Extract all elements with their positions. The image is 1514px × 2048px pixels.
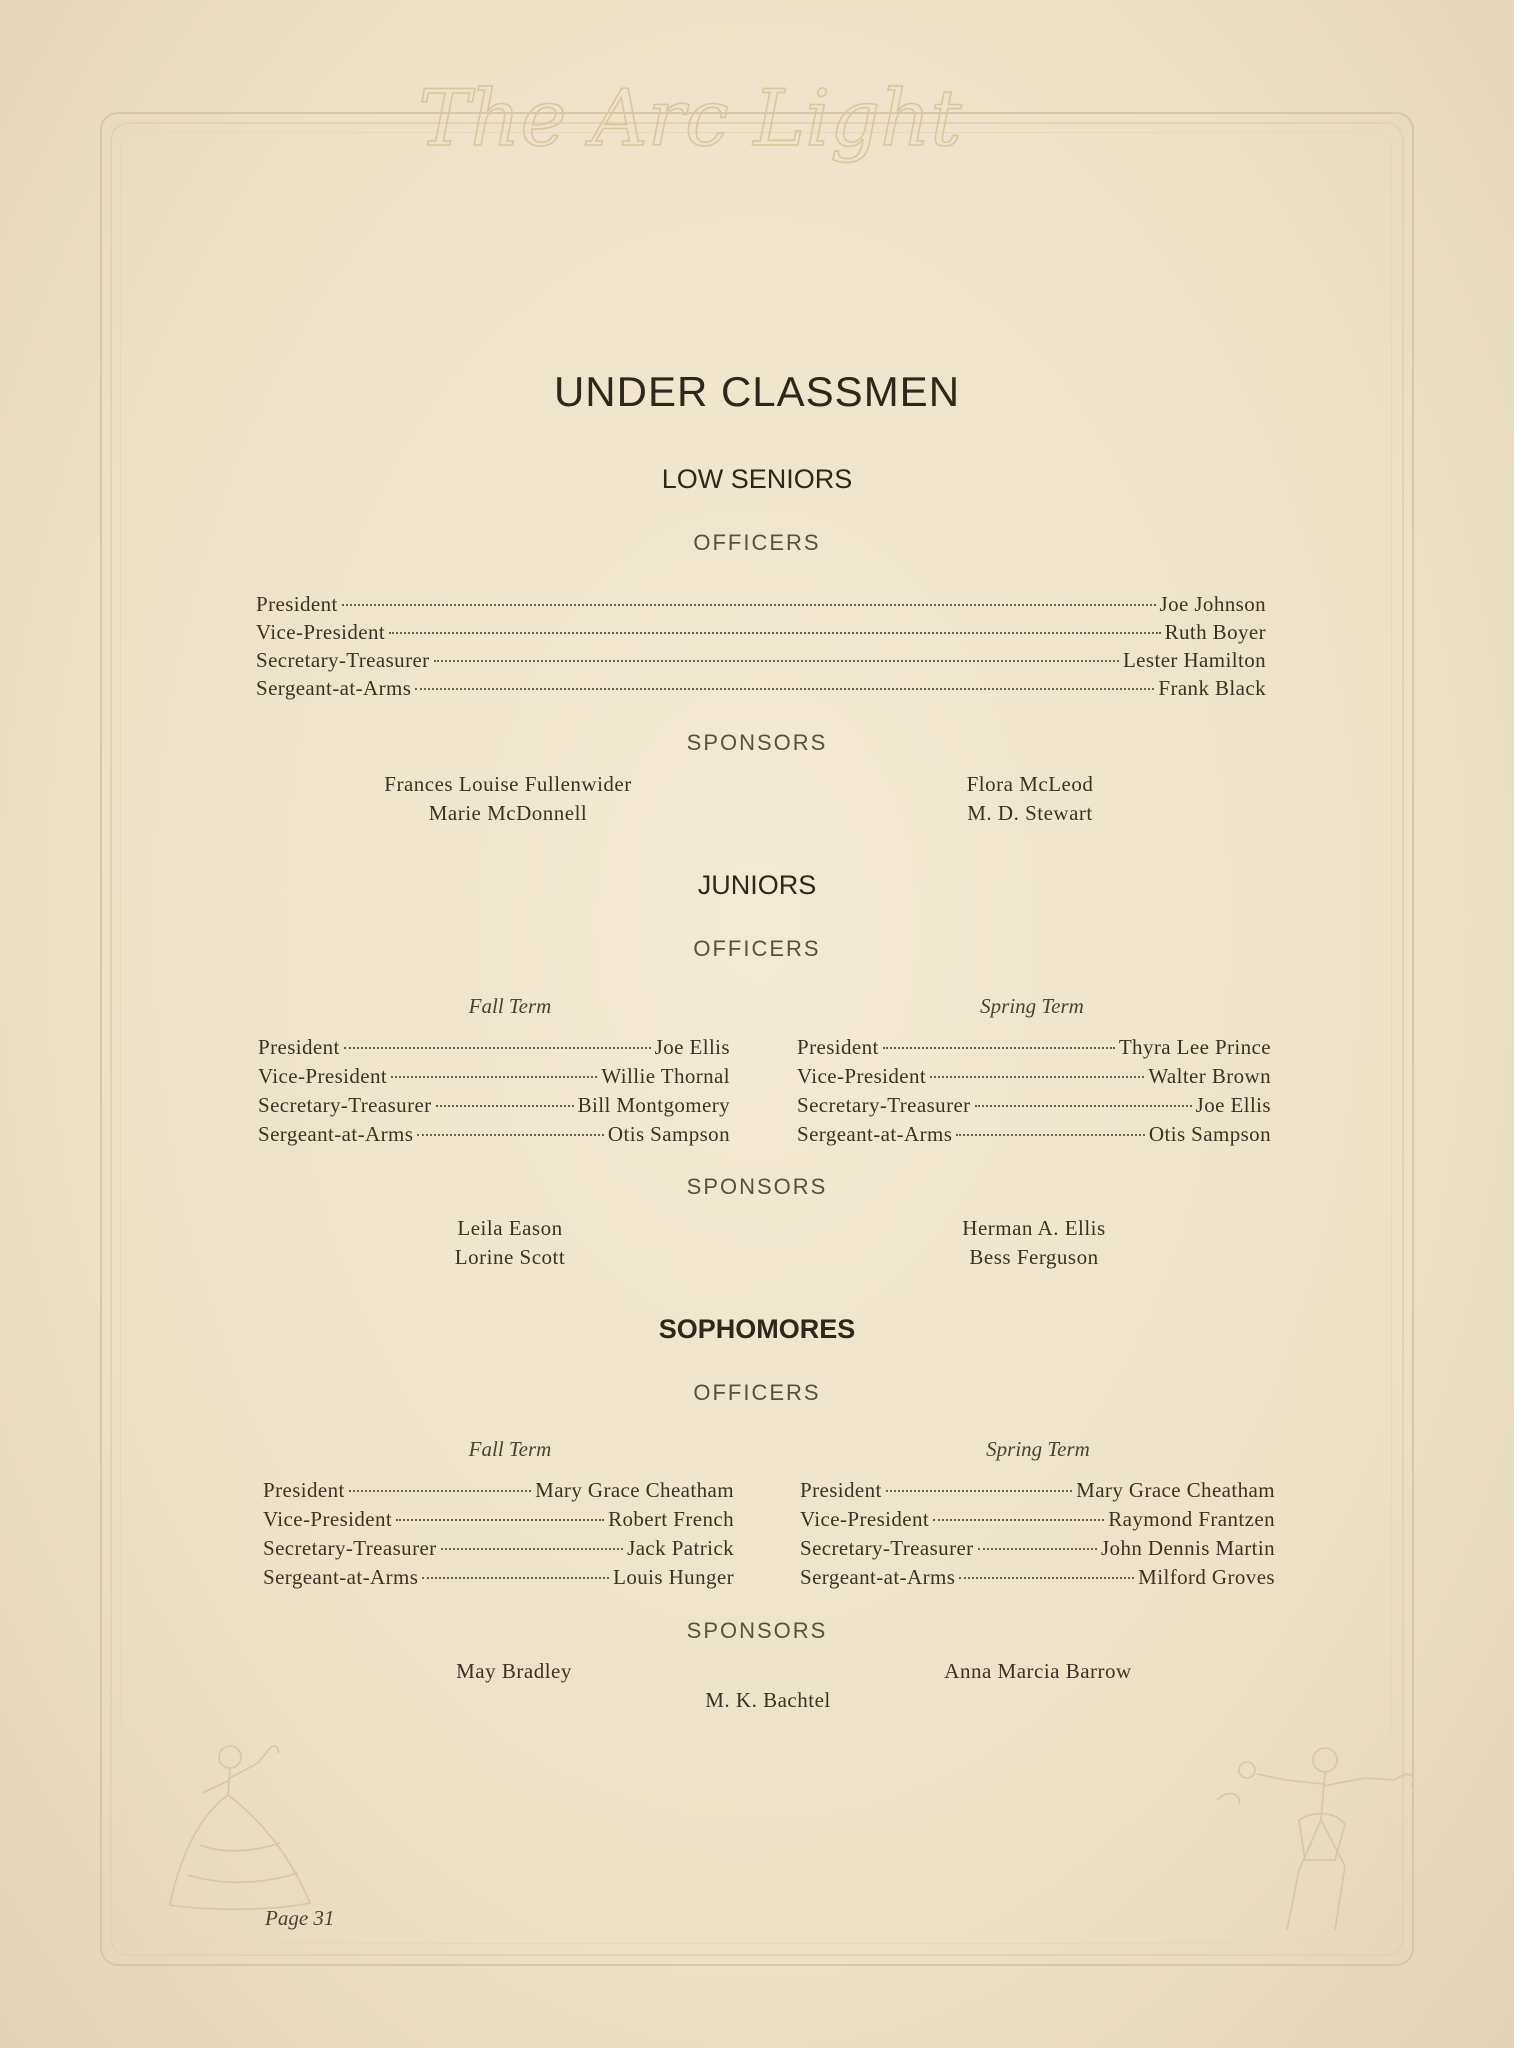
officer-name: Ruth Boyer [1164, 620, 1266, 644]
leader-dots [930, 1076, 1144, 1078]
spring-term-label: Spring Term [986, 1437, 1090, 1461]
sophomores-officers-label: OFFICERS [693, 1380, 821, 1405]
juniors-sponsors-label: SPONSORS [686, 1174, 828, 1199]
officer-name: John Dennis Martin [1100, 1536, 1275, 1560]
sponsor-name: Flora McLeod [966, 772, 1094, 796]
officer-title: Secretary-Treasurer [256, 648, 430, 672]
officer-row [797, 1033, 1271, 1061]
spring-term-label: Spring Term [980, 994, 1084, 1018]
officer-name: Louis Hunger [613, 1565, 734, 1589]
leader-dots [933, 1519, 1104, 1521]
officer-row [258, 1033, 730, 1061]
leader-dots [342, 604, 1156, 606]
officer-title: President [800, 1478, 882, 1502]
officer-name: Raymond Frantzen [1108, 1507, 1275, 1531]
officer-title: Vice-President [263, 1507, 393, 1531]
page-title: UNDER CLASSMEN [553, 368, 961, 415]
officer-name: Walter Brown [1148, 1064, 1271, 1088]
low-seniors-heading: LOW SENIORS [661, 464, 853, 494]
officer-title: Sergeant-at-Arms [263, 1565, 419, 1589]
officer-row [263, 1534, 734, 1562]
leader-dots [389, 632, 1160, 634]
fall-term-label: Fall Term [468, 1437, 552, 1461]
officer-name: Jack Patrick [627, 1536, 734, 1560]
officer-name: Mary Grace Cheatham [1076, 1478, 1275, 1502]
leader-dots [391, 1076, 597, 1078]
leader-dots [975, 1105, 1192, 1107]
leader-dots [417, 1134, 604, 1136]
officer-row [797, 1091, 1271, 1119]
officer-name: Robert French [608, 1507, 734, 1531]
juniors-officers-label: OFFICERS [693, 936, 821, 961]
leader-dots [436, 1105, 574, 1107]
officer-title: Secretary-Treasurer [797, 1093, 971, 1117]
officer-row [256, 646, 1266, 674]
leader-dots [978, 1548, 1097, 1550]
officer-name: Otis Sampson [1148, 1122, 1271, 1146]
leader-dots [415, 688, 1154, 690]
leader-dots [441, 1548, 624, 1550]
officer-title: President [258, 1035, 340, 1059]
officer-name: Willie Thornal [601, 1064, 730, 1088]
sponsor-name: M. K. Bachtel [705, 1688, 831, 1712]
leader-dots [396, 1519, 604, 1521]
leader-dots [959, 1577, 1134, 1579]
dancer-illustration-left [140, 1735, 330, 1915]
officer-title: Vice-President [800, 1507, 930, 1531]
officer-row [256, 674, 1266, 702]
officer-row [797, 1062, 1271, 1090]
officer-title: President [256, 592, 338, 616]
officer-row [256, 618, 1266, 646]
officer-row [263, 1505, 734, 1533]
officer-row [800, 1476, 1275, 1504]
officer-name: Mary Grace Cheatham [535, 1478, 734, 1502]
page-number: Page 31 [265, 1906, 335, 1930]
officer-name: Otis Sampson [607, 1122, 730, 1146]
officer-title: Secretary-Treasurer [258, 1093, 432, 1117]
fall-term-label: Fall Term [468, 994, 552, 1018]
juniors-heading: JUNIORS [697, 870, 817, 900]
officer-title: Vice-President [256, 620, 386, 644]
officer-title: Secretary-Treasurer [263, 1536, 437, 1560]
officer-name: Lester Hamilton [1122, 648, 1266, 672]
officer-row [263, 1563, 734, 1591]
officer-row [800, 1534, 1275, 1562]
officer-row [800, 1505, 1275, 1533]
officer-title: Secretary-Treasurer [800, 1536, 974, 1560]
masthead-logo [418, 45, 962, 195]
leader-dots [422, 1577, 609, 1579]
officer-row [258, 1062, 730, 1090]
leader-dots [434, 660, 1119, 662]
low-seniors-officers-label: OFFICERS [693, 530, 821, 555]
officer-row [256, 590, 1266, 618]
leader-dots [886, 1490, 1072, 1492]
sponsor-name: Marie McDonnell [428, 801, 588, 825]
officer-title: Sergeant-at-Arms [258, 1122, 414, 1146]
officer-name: Joe Ellis [1195, 1093, 1271, 1117]
leader-dots [956, 1134, 1145, 1136]
officer-title: Sergeant-at-Arms [256, 676, 412, 700]
officer-name: Joe Ellis [654, 1035, 730, 1059]
leader-dots [344, 1047, 651, 1049]
sophomores-heading: SOPHOMORES [658, 1314, 856, 1344]
officer-title: Sergeant-at-Arms [797, 1122, 953, 1146]
sponsor-name: May Bradley [456, 1659, 572, 1683]
officer-title: Sergeant-at-Arms [800, 1565, 956, 1589]
sponsor-name: Lorine Scott [454, 1245, 566, 1269]
officer-title: President [263, 1478, 345, 1502]
sponsor-name: Anna Marcia Barrow [944, 1659, 1132, 1683]
low-seniors-sponsors-label: SPONSORS [686, 730, 828, 755]
officer-title: President [797, 1035, 879, 1059]
leader-dots [883, 1047, 1115, 1049]
officer-name: Bill Montgomery [577, 1093, 730, 1117]
officer-title: Vice-President [258, 1064, 388, 1088]
svg-text:The Arc Light: The Arc Light [418, 74, 962, 164]
officer-row [258, 1120, 730, 1148]
officer-name: Frank Black [1158, 676, 1266, 700]
dancer-illustration-right [1195, 1740, 1425, 1940]
sponsor-name: Herman A. Ellis [962, 1216, 1106, 1240]
officer-name: Thyra Lee Prince [1118, 1035, 1271, 1059]
officer-row [800, 1563, 1275, 1591]
sponsor-name: M. D. Stewart [967, 801, 1093, 825]
officer-row [258, 1091, 730, 1119]
officer-name: Milford Groves [1138, 1565, 1275, 1589]
officer-row [797, 1120, 1271, 1148]
sponsor-name: Leila Eason [457, 1216, 563, 1240]
sophomores-sponsors-label: SPONSORS [686, 1618, 828, 1643]
officer-name: Joe Johnson [1159, 592, 1266, 616]
sponsor-name: Bess Ferguson [969, 1245, 1099, 1269]
sponsor-name: Frances Louise Fullenwider [384, 772, 632, 796]
leader-dots [349, 1490, 531, 1492]
officer-row [263, 1476, 734, 1504]
officer-title: Vice-President [797, 1064, 927, 1088]
